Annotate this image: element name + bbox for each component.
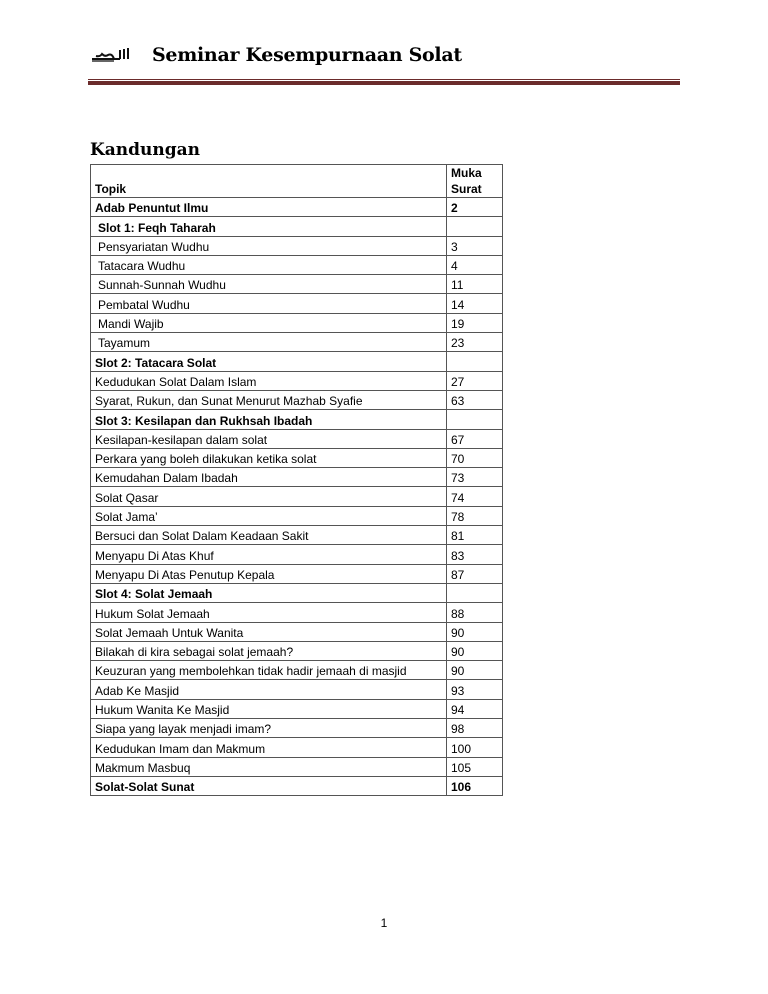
table-row <box>91 622 503 641</box>
page-cell: 90 <box>447 661 503 680</box>
table-row <box>91 217 503 236</box>
table-row <box>91 719 503 738</box>
table-row <box>91 468 503 487</box>
page-cell: 14 <box>447 294 503 313</box>
topic-cell: Slot 2: Tatacara Solat <box>91 352 447 371</box>
topic-cell: Menyapu Di Atas Khuf <box>91 545 447 564</box>
table-row <box>91 506 503 525</box>
page-cell: 90 <box>447 641 503 660</box>
page-cell: 74 <box>447 487 503 506</box>
table-row <box>91 699 503 718</box>
table-row <box>91 738 503 757</box>
topic-cell: Kemudahan Dalam Ibadah <box>91 468 447 487</box>
contents-table <box>90 164 503 796</box>
table-row <box>91 390 503 409</box>
topic-cell: Tatacara Wudhu <box>91 255 447 274</box>
topic-cell: Syarat, Rukun, dan Sunat Menurut Mazhab Syafie <box>91 390 447 409</box>
page-cell: 2 <box>447 198 503 217</box>
topic-cell: Tayamum <box>91 333 447 352</box>
page-cell <box>447 352 503 371</box>
topic-cell: Bilakah di kira sebagai solat jemaah? <box>91 641 447 660</box>
column-header-page: Muka Surat <box>447 165 503 198</box>
page-cell: 4 <box>447 255 503 274</box>
table-row <box>91 294 503 313</box>
table-row <box>91 371 503 390</box>
topic-cell: Mandi Wajib <box>91 313 447 332</box>
table-row <box>91 448 503 467</box>
table-row <box>91 757 503 776</box>
page-cell: 100 <box>447 738 503 757</box>
column-header-topic: Topik <box>91 165 447 198</box>
table-row <box>91 275 503 294</box>
page-cell <box>447 583 503 602</box>
table-row <box>91 352 503 371</box>
page-cell: 94 <box>447 699 503 718</box>
table-row <box>91 410 503 429</box>
table-row <box>91 583 503 602</box>
topic-cell: Hukum Wanita Ke Masjid <box>91 699 447 718</box>
topic-cell: Siapa yang layak menjadi imam? <box>91 719 447 738</box>
topic-cell: Pembatal Wudhu <box>91 294 447 313</box>
page-cell: 83 <box>447 545 503 564</box>
table-row <box>91 526 503 545</box>
topic-cell: Bersuci dan Solat Dalam Keadaan Sakit <box>91 526 447 545</box>
topic-cell: Perkara yang boleh dilakukan ketika solat <box>91 448 447 467</box>
topic-cell: Solat Jama’ <box>91 506 447 525</box>
page-cell: 106 <box>447 776 503 795</box>
page-cell: 90 <box>447 622 503 641</box>
header-title: Seminar Kesempurnaan Solat <box>152 44 462 66</box>
topic-cell: Adab Ke Masjid <box>91 680 447 699</box>
header-rule <box>88 79 680 80</box>
page-cell <box>447 217 503 236</box>
topic-cell: Solat Jemaah Untuk Wanita <box>91 622 447 641</box>
page-cell: 70 <box>447 448 503 467</box>
topic-cell: Kesilapan-kesilapan dalam solat <box>91 429 447 448</box>
table-row <box>91 236 503 255</box>
header-rule-thick <box>88 81 680 85</box>
page-cell <box>447 410 503 429</box>
page-number: 1 <box>380 916 388 930</box>
topic-cell: Sunnah-Sunnah Wudhu <box>91 275 447 294</box>
topic-cell: Slot 4: Solat Jemaah <box>91 583 447 602</box>
topic-cell: Kedudukan Solat Dalam Islam <box>91 371 447 390</box>
page-cell: 78 <box>447 506 503 525</box>
page-cell: 19 <box>447 313 503 332</box>
topic-cell: Solat-Solat Sunat <box>91 776 447 795</box>
page-cell: 73 <box>447 468 503 487</box>
topic-cell: Pensyariatan Wudhu <box>91 236 447 255</box>
topic-cell: Slot 1: Feqh Taharah <box>91 217 447 236</box>
page-cell: 81 <box>447 526 503 545</box>
logo-calligraphy-icon <box>90 46 134 64</box>
page-cell: 23 <box>447 333 503 352</box>
topic-cell: Solat Qasar <box>91 487 447 506</box>
page-cell: 88 <box>447 603 503 622</box>
table-row <box>91 661 503 680</box>
topic-cell: Keuzuran yang membolehkan tidak hadir jemaah di masjid <box>91 661 447 680</box>
topic-cell: Slot 3: Kesilapan dan Rukhsah Ibadah <box>91 410 447 429</box>
topic-cell: Hukum Solat Jemaah <box>91 603 447 622</box>
topic-cell: Makmum Masbuq <box>91 757 447 776</box>
topic-cell: Kedudukan Imam dan Makmum <box>91 738 447 757</box>
page-cell: 105 <box>447 757 503 776</box>
page-cell: 93 <box>447 680 503 699</box>
table-row <box>91 313 503 332</box>
table-row <box>91 545 503 564</box>
table-row <box>91 255 503 274</box>
page-cell: 87 <box>447 564 503 583</box>
table-row <box>91 776 503 795</box>
table-row <box>91 680 503 699</box>
table-row <box>91 198 503 217</box>
page-cell: 11 <box>447 275 503 294</box>
topic-cell: Menyapu Di Atas Penutup Kepala <box>91 564 447 583</box>
table-row <box>91 487 503 506</box>
table-header-row <box>91 165 503 198</box>
page-cell: 3 <box>447 236 503 255</box>
topic-cell: Adab Penuntut Ilmu <box>91 198 447 217</box>
page-cell: 67 <box>447 429 503 448</box>
table-row <box>91 429 503 448</box>
table-row <box>91 564 503 583</box>
table-row <box>91 641 503 660</box>
page-cell: 98 <box>447 719 503 738</box>
page-cell: 63 <box>447 390 503 409</box>
contents-heading: Kandungan <box>90 140 201 160</box>
table-row <box>91 603 503 622</box>
page-cell: 27 <box>447 371 503 390</box>
table-row <box>91 333 503 352</box>
